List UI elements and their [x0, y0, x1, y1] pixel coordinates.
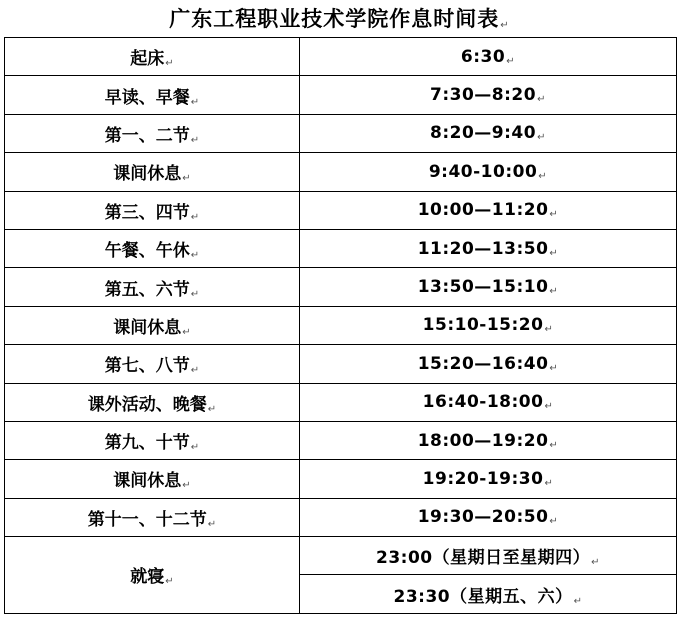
table-row	[5, 191, 677, 229]
schedule-table	[4, 37, 677, 614]
table-row	[5, 460, 677, 498]
paragraph-mark-icon: ↵	[190, 365, 200, 377]
paragraph-mark-icon: ↵	[538, 170, 548, 182]
paragraph-mark-icon: ↵	[190, 211, 200, 223]
activity-cell: 课外活动、晚餐↵	[5, 383, 300, 421]
activity-cell: 早读、早餐↵	[5, 76, 300, 114]
time-cell: 11:20—13:50↵	[300, 229, 677, 267]
time-cell: 19:20-19:30↵	[300, 460, 677, 498]
activity-cell: 课间休息↵	[5, 153, 300, 191]
table-row	[5, 153, 677, 191]
activity-cell: 课间休息↵	[5, 460, 300, 498]
sleep-activity-cell: 就寝↵	[5, 537, 300, 614]
paragraph-mark-icon: ↵	[549, 209, 559, 221]
time-cell: 15:20—16:40↵	[300, 345, 677, 383]
paragraph-mark-icon: ↵	[207, 518, 217, 530]
activity-cell: 课间休息↵	[5, 306, 300, 344]
page-title	[0, 2, 679, 36]
paragraph-mark-icon: ↵	[500, 20, 510, 31]
activity-cell: 第九、十节↵	[5, 421, 300, 459]
activity-cell: 第一、二节↵	[5, 114, 300, 152]
paragraph-mark-icon: ↵	[165, 576, 174, 588]
activity-cell: 第三、四节↵	[5, 191, 300, 229]
paragraph-mark-icon: ↵	[537, 94, 546, 106]
paragraph-mark-icon: ↵	[549, 439, 559, 451]
table-row-sleep-weekday	[5, 537, 677, 575]
time-cell: 6:30↵	[300, 38, 677, 76]
time-cell: 9:40-10:00↵	[300, 153, 677, 191]
table-row	[5, 498, 677, 536]
time-cell: 18:00—19:20↵	[300, 421, 677, 459]
activity-cell: 午餐、午休↵	[5, 229, 300, 267]
table-row	[5, 76, 677, 114]
time-cell: 16:40-18:00↵	[300, 383, 677, 421]
table-row	[5, 268, 677, 306]
time-cell: 19:30—20:50↵	[300, 498, 677, 536]
paragraph-mark-icon: ↵	[190, 96, 200, 108]
paragraph-mark-icon: ↵	[549, 362, 559, 374]
time-cell: 10:00—11:20↵	[300, 191, 677, 229]
paragraph-mark-icon: ↵	[549, 286, 559, 298]
table-row	[5, 306, 677, 344]
activity-cell: 第五、六节↵	[5, 268, 300, 306]
time-cell: 8:20—9:40↵	[300, 114, 677, 152]
activity-cell: 第十一、十二节↵	[5, 498, 300, 536]
time-cell: 7:30—8:20↵	[300, 76, 677, 114]
paragraph-mark-icon: ↵	[544, 324, 554, 336]
paragraph-mark-icon: ↵	[182, 326, 191, 338]
paragraph-mark-icon: ↵	[591, 557, 600, 569]
activity-cell: 第七、八节↵	[5, 345, 300, 383]
paragraph-mark-icon: ↵	[182, 173, 191, 185]
paragraph-mark-icon: ↵	[537, 132, 546, 144]
table-row	[5, 229, 677, 267]
activity-cell: 起床↵	[5, 38, 300, 76]
paragraph-mark-icon: ↵	[207, 403, 217, 415]
paragraph-mark-icon: ↵	[190, 134, 200, 146]
table-row	[5, 383, 677, 421]
paragraph-mark-icon: ↵	[506, 55, 516, 67]
sleep-time-weekday-cell: 23:00（星期日至星期四）↵	[300, 537, 677, 575]
paragraph-mark-icon: ↵	[182, 480, 191, 492]
paragraph-mark-icon: ↵	[549, 516, 559, 528]
sleep-time-weekend-cell: 23:30（星期五、六）↵	[300, 575, 677, 613]
paragraph-mark-icon: ↵	[190, 442, 200, 454]
table-row	[5, 421, 677, 459]
table-row	[5, 114, 677, 152]
paragraph-mark-icon: ↵	[549, 247, 559, 259]
paragraph-mark-icon: ↵	[544, 477, 554, 489]
schedule-body	[5, 38, 677, 614]
paragraph-mark-icon: ↵	[190, 288, 200, 300]
paragraph-mark-icon: ↵	[165, 58, 174, 70]
table-row	[5, 345, 677, 383]
paragraph-mark-icon: ↵	[190, 250, 200, 262]
paragraph-mark-icon: ↵	[573, 595, 583, 607]
time-cell: 15:10-15:20↵	[300, 306, 677, 344]
paragraph-mark-icon: ↵	[544, 401, 554, 413]
table-row	[5, 38, 677, 76]
title-text: 广东工程职业技术学院作息时间表	[169, 7, 500, 31]
time-cell: 13:50—15:10↵	[300, 268, 677, 306]
